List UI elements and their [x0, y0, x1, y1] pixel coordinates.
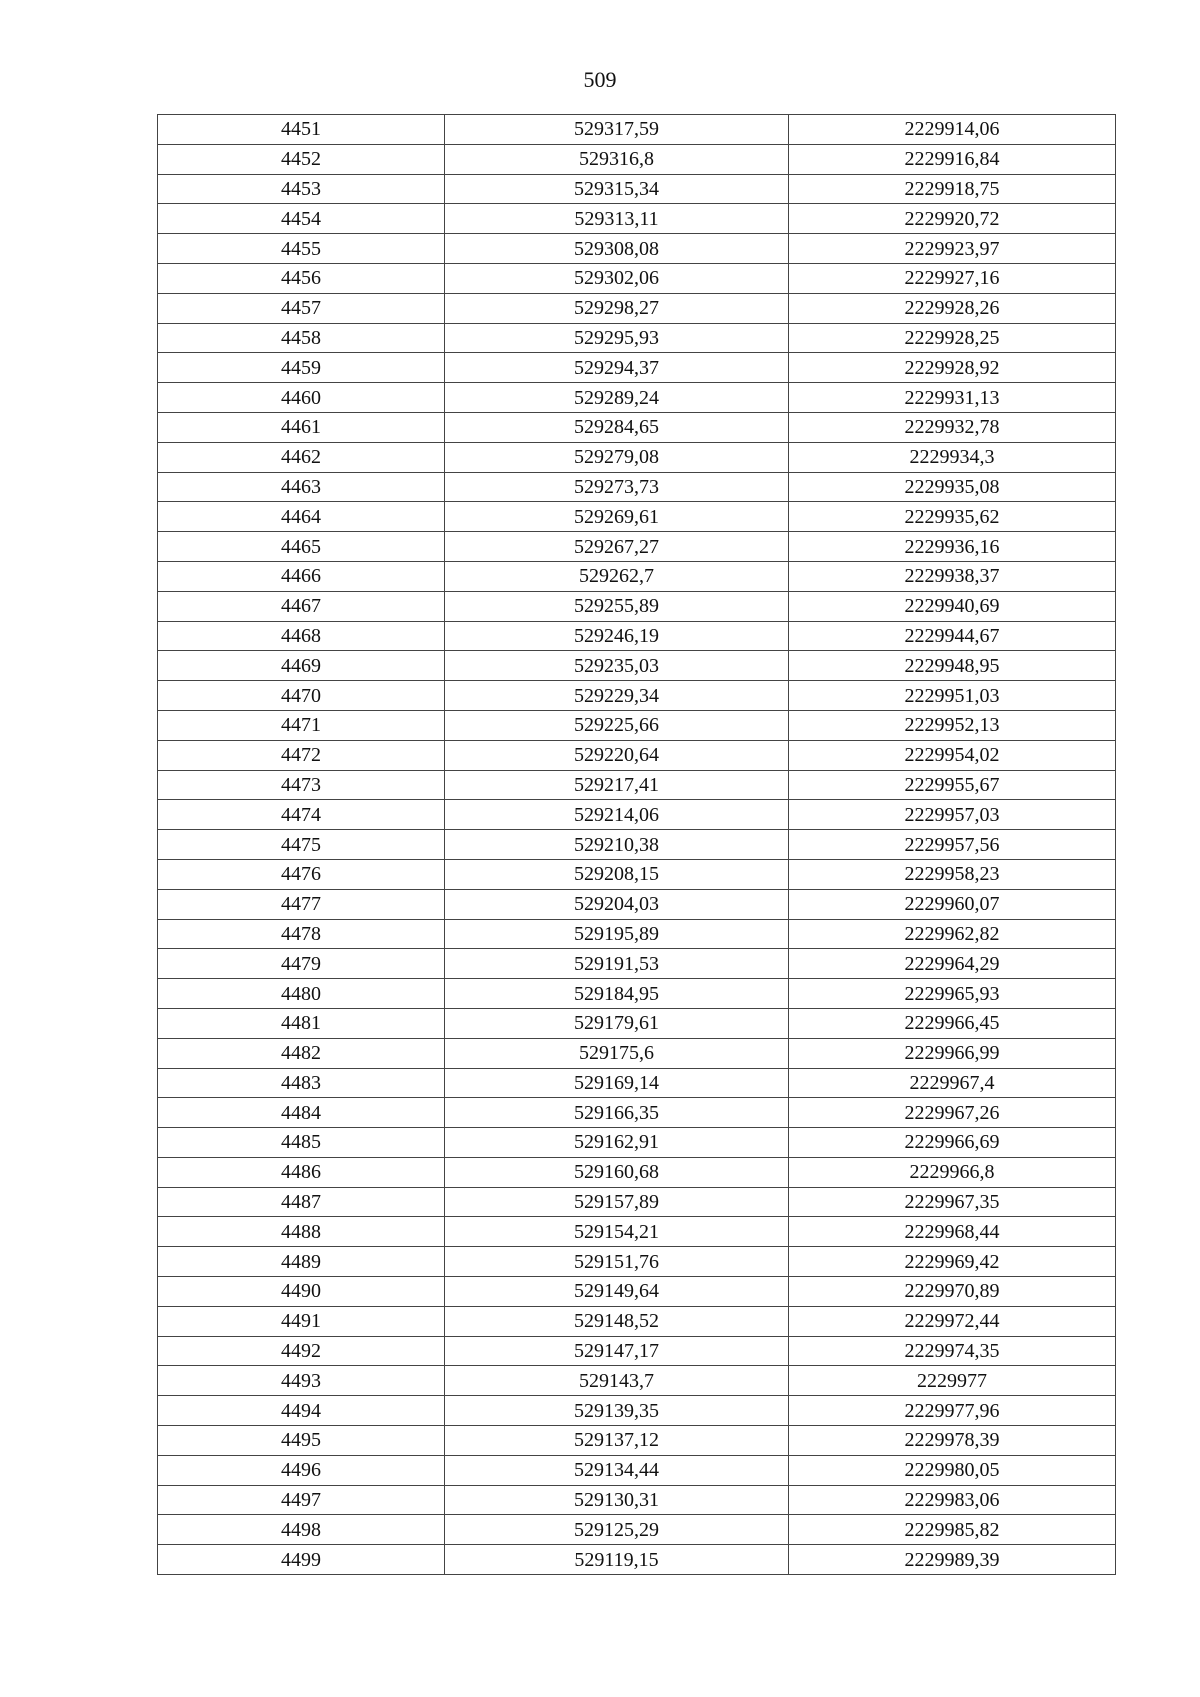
y-coordinate-cell: 2229931,13	[789, 383, 1116, 413]
x-coordinate-cell: 529151,76	[445, 1247, 789, 1277]
y-coordinate-cell: 2229935,62	[789, 502, 1116, 532]
point-number-cell: 4468	[158, 621, 445, 651]
point-number-cell: 4481	[158, 1008, 445, 1038]
point-number-cell: 4454	[158, 204, 445, 234]
table-row	[158, 234, 1116, 264]
point-number-cell: 4497	[158, 1485, 445, 1515]
table-row	[158, 472, 1116, 502]
table-row	[158, 1008, 1116, 1038]
table-row	[158, 800, 1116, 830]
coordinates-table-body	[158, 115, 1116, 1575]
point-number-cell: 4493	[158, 1366, 445, 1396]
x-coordinate-cell: 529235,03	[445, 651, 789, 681]
point-number-cell: 4489	[158, 1247, 445, 1277]
x-coordinate-cell: 529315,34	[445, 174, 789, 204]
x-coordinate-cell: 529149,64	[445, 1277, 789, 1307]
table-row	[158, 889, 1116, 919]
table-row	[158, 442, 1116, 472]
point-number-cell: 4460	[158, 383, 445, 413]
table-row	[158, 591, 1116, 621]
point-number-cell: 4457	[158, 293, 445, 323]
y-coordinate-cell: 2229955,67	[789, 770, 1116, 800]
point-number-cell: 4475	[158, 830, 445, 860]
x-coordinate-cell: 529130,31	[445, 1485, 789, 1515]
table-row	[158, 1545, 1116, 1575]
x-coordinate-cell: 529157,89	[445, 1187, 789, 1217]
coordinates-table	[157, 114, 1116, 1575]
table-row	[158, 561, 1116, 591]
y-coordinate-cell: 2229928,25	[789, 323, 1116, 353]
point-number-cell: 4463	[158, 472, 445, 502]
point-number-cell: 4486	[158, 1157, 445, 1187]
x-coordinate-cell: 529295,93	[445, 323, 789, 353]
point-number-cell: 4456	[158, 263, 445, 293]
point-number-cell: 4476	[158, 859, 445, 889]
point-number-cell: 4453	[158, 174, 445, 204]
point-number-cell: 4488	[158, 1217, 445, 1247]
y-coordinate-cell: 2229928,92	[789, 353, 1116, 383]
x-coordinate-cell: 529154,21	[445, 1217, 789, 1247]
y-coordinate-cell: 2229936,16	[789, 532, 1116, 562]
x-coordinate-cell: 529262,7	[445, 561, 789, 591]
y-coordinate-cell: 2229920,72	[789, 204, 1116, 234]
point-number-cell: 4494	[158, 1396, 445, 1426]
table-row	[158, 1128, 1116, 1158]
y-coordinate-cell: 2229916,84	[789, 144, 1116, 174]
point-number-cell: 4480	[158, 979, 445, 1009]
x-coordinate-cell: 529308,08	[445, 234, 789, 264]
table-row	[158, 412, 1116, 442]
y-coordinate-cell: 2229918,75	[789, 174, 1116, 204]
table-row	[158, 1247, 1116, 1277]
point-number-cell: 4485	[158, 1128, 445, 1158]
y-coordinate-cell: 2229958,23	[789, 859, 1116, 889]
y-coordinate-cell: 2229974,35	[789, 1336, 1116, 1366]
y-coordinate-cell: 2229932,78	[789, 412, 1116, 442]
table-row	[158, 144, 1116, 174]
y-coordinate-cell: 2229967,35	[789, 1187, 1116, 1217]
point-number-cell: 4498	[158, 1515, 445, 1545]
y-coordinate-cell: 2229952,13	[789, 710, 1116, 740]
y-coordinate-cell: 2229954,02	[789, 740, 1116, 770]
table-row	[158, 1098, 1116, 1128]
point-number-cell: 4465	[158, 532, 445, 562]
y-coordinate-cell: 2229938,37	[789, 561, 1116, 591]
x-coordinate-cell: 529175,6	[445, 1038, 789, 1068]
y-coordinate-cell: 2229957,56	[789, 830, 1116, 860]
point-number-cell: 4466	[158, 561, 445, 591]
point-number-cell: 4495	[158, 1426, 445, 1456]
x-coordinate-cell: 529298,27	[445, 293, 789, 323]
point-number-cell: 4478	[158, 919, 445, 949]
x-coordinate-cell: 529313,11	[445, 204, 789, 234]
table-row	[158, 1366, 1116, 1396]
x-coordinate-cell: 529267,27	[445, 532, 789, 562]
y-coordinate-cell: 2229967,26	[789, 1098, 1116, 1128]
y-coordinate-cell: 2229934,3	[789, 442, 1116, 472]
x-coordinate-cell: 529273,73	[445, 472, 789, 502]
x-coordinate-cell: 529204,03	[445, 889, 789, 919]
point-number-cell: 4458	[158, 323, 445, 353]
table-row	[158, 1515, 1116, 1545]
table-row	[158, 174, 1116, 204]
x-coordinate-cell: 529119,15	[445, 1545, 789, 1575]
point-number-cell: 4473	[158, 770, 445, 800]
x-coordinate-cell: 529160,68	[445, 1157, 789, 1187]
point-number-cell: 4499	[158, 1545, 445, 1575]
y-coordinate-cell: 2229957,03	[789, 800, 1116, 830]
y-coordinate-cell: 2229965,93	[789, 979, 1116, 1009]
x-coordinate-cell: 529214,06	[445, 800, 789, 830]
table-row	[158, 1336, 1116, 1366]
y-coordinate-cell: 2229962,82	[789, 919, 1116, 949]
x-coordinate-cell: 529302,06	[445, 263, 789, 293]
x-coordinate-cell: 529316,8	[445, 144, 789, 174]
y-coordinate-cell: 2229983,06	[789, 1485, 1116, 1515]
table-row	[158, 1217, 1116, 1247]
x-coordinate-cell: 529289,24	[445, 383, 789, 413]
table-row	[158, 1068, 1116, 1098]
table-row	[158, 1426, 1116, 1456]
table-row	[158, 740, 1116, 770]
point-number-cell: 4461	[158, 412, 445, 442]
point-number-cell: 4472	[158, 740, 445, 770]
y-coordinate-cell: 2229923,97	[789, 234, 1116, 264]
y-coordinate-cell: 2229985,82	[789, 1515, 1116, 1545]
table-row	[158, 1396, 1116, 1426]
x-coordinate-cell: 529169,14	[445, 1068, 789, 1098]
y-coordinate-cell: 2229964,29	[789, 949, 1116, 979]
y-coordinate-cell: 2229927,16	[789, 263, 1116, 293]
y-coordinate-cell: 2229977,96	[789, 1396, 1116, 1426]
x-coordinate-cell: 529195,89	[445, 919, 789, 949]
x-coordinate-cell: 529269,61	[445, 502, 789, 532]
point-number-cell: 4451	[158, 115, 445, 145]
table-row	[158, 979, 1116, 1009]
y-coordinate-cell: 2229966,99	[789, 1038, 1116, 1068]
x-coordinate-cell: 529279,08	[445, 442, 789, 472]
table-row	[158, 949, 1116, 979]
point-number-cell: 4462	[158, 442, 445, 472]
point-number-cell: 4469	[158, 651, 445, 681]
point-number-cell: 4496	[158, 1455, 445, 1485]
point-number-cell: 4464	[158, 502, 445, 532]
point-number-cell: 4482	[158, 1038, 445, 1068]
y-coordinate-cell: 2229960,07	[789, 889, 1116, 919]
table-row	[158, 710, 1116, 740]
y-coordinate-cell: 2229969,42	[789, 1247, 1116, 1277]
point-number-cell: 4484	[158, 1098, 445, 1128]
page-number: 509	[583, 67, 617, 92]
point-number-cell: 4487	[158, 1187, 445, 1217]
point-number-cell: 4455	[158, 234, 445, 264]
table-row	[158, 1157, 1116, 1187]
table-row	[158, 1306, 1116, 1336]
y-coordinate-cell: 2229966,69	[789, 1128, 1116, 1158]
table-row	[158, 1485, 1116, 1515]
point-number-cell: 4492	[158, 1336, 445, 1366]
table-row	[158, 115, 1116, 145]
x-coordinate-cell: 529134,44	[445, 1455, 789, 1485]
y-coordinate-cell: 2229951,03	[789, 681, 1116, 711]
x-coordinate-cell: 529225,66	[445, 710, 789, 740]
point-number-cell: 4479	[158, 949, 445, 979]
x-coordinate-cell: 529229,34	[445, 681, 789, 711]
y-coordinate-cell: 2229967,4	[789, 1068, 1116, 1098]
table-row	[158, 1455, 1116, 1485]
table-row	[158, 532, 1116, 562]
table-row	[158, 1277, 1116, 1307]
point-number-cell: 4459	[158, 353, 445, 383]
x-coordinate-cell: 529184,95	[445, 979, 789, 1009]
x-coordinate-cell: 529246,19	[445, 621, 789, 651]
point-number-cell: 4491	[158, 1306, 445, 1336]
table-row	[158, 263, 1116, 293]
y-coordinate-cell: 2229966,45	[789, 1008, 1116, 1038]
x-coordinate-cell: 529294,37	[445, 353, 789, 383]
point-number-cell: 4490	[158, 1277, 445, 1307]
point-number-cell: 4471	[158, 710, 445, 740]
table-row	[158, 1187, 1116, 1217]
x-coordinate-cell: 529255,89	[445, 591, 789, 621]
table-row	[158, 353, 1116, 383]
y-coordinate-cell: 2229940,69	[789, 591, 1116, 621]
y-coordinate-cell: 2229968,44	[789, 1217, 1116, 1247]
x-coordinate-cell: 529284,65	[445, 412, 789, 442]
y-coordinate-cell: 2229914,06	[789, 115, 1116, 145]
x-coordinate-cell: 529162,91	[445, 1128, 789, 1158]
point-number-cell: 4470	[158, 681, 445, 711]
y-coordinate-cell: 2229970,89	[789, 1277, 1116, 1307]
y-coordinate-cell: 2229948,95	[789, 651, 1116, 681]
table-row	[158, 383, 1116, 413]
y-coordinate-cell: 2229980,05	[789, 1455, 1116, 1485]
table-row	[158, 830, 1116, 860]
point-number-cell: 4452	[158, 144, 445, 174]
table-row	[158, 651, 1116, 681]
table-row	[158, 770, 1116, 800]
table-row	[158, 323, 1116, 353]
y-coordinate-cell: 2229978,39	[789, 1426, 1116, 1456]
table-row	[158, 859, 1116, 889]
y-coordinate-cell: 2229935,08	[789, 472, 1116, 502]
x-coordinate-cell: 529166,35	[445, 1098, 789, 1128]
table-row	[158, 621, 1116, 651]
x-coordinate-cell: 529220,64	[445, 740, 789, 770]
x-coordinate-cell: 529137,12	[445, 1426, 789, 1456]
x-coordinate-cell: 529191,53	[445, 949, 789, 979]
x-coordinate-cell: 529125,29	[445, 1515, 789, 1545]
x-coordinate-cell: 529210,38	[445, 830, 789, 860]
x-coordinate-cell: 529208,15	[445, 859, 789, 889]
table-row	[158, 1038, 1116, 1068]
point-number-cell: 4483	[158, 1068, 445, 1098]
y-coordinate-cell: 2229972,44	[789, 1306, 1116, 1336]
table-row	[158, 293, 1116, 323]
point-number-cell: 4474	[158, 800, 445, 830]
y-coordinate-cell: 2229977	[789, 1366, 1116, 1396]
x-coordinate-cell: 529317,59	[445, 115, 789, 145]
x-coordinate-cell: 529148,52	[445, 1306, 789, 1336]
x-coordinate-cell: 529147,17	[445, 1336, 789, 1366]
point-number-cell: 4477	[158, 889, 445, 919]
y-coordinate-cell: 2229989,39	[789, 1545, 1116, 1575]
y-coordinate-cell: 2229944,67	[789, 621, 1116, 651]
y-coordinate-cell: 2229928,26	[789, 293, 1116, 323]
table-row	[158, 204, 1116, 234]
table-row	[158, 681, 1116, 711]
point-number-cell: 4467	[158, 591, 445, 621]
table-row	[158, 502, 1116, 532]
x-coordinate-cell: 529217,41	[445, 770, 789, 800]
table-row	[158, 919, 1116, 949]
y-coordinate-cell: 2229966,8	[789, 1157, 1116, 1187]
x-coordinate-cell: 529179,61	[445, 1008, 789, 1038]
x-coordinate-cell: 529139,35	[445, 1396, 789, 1426]
x-coordinate-cell: 529143,7	[445, 1366, 789, 1396]
